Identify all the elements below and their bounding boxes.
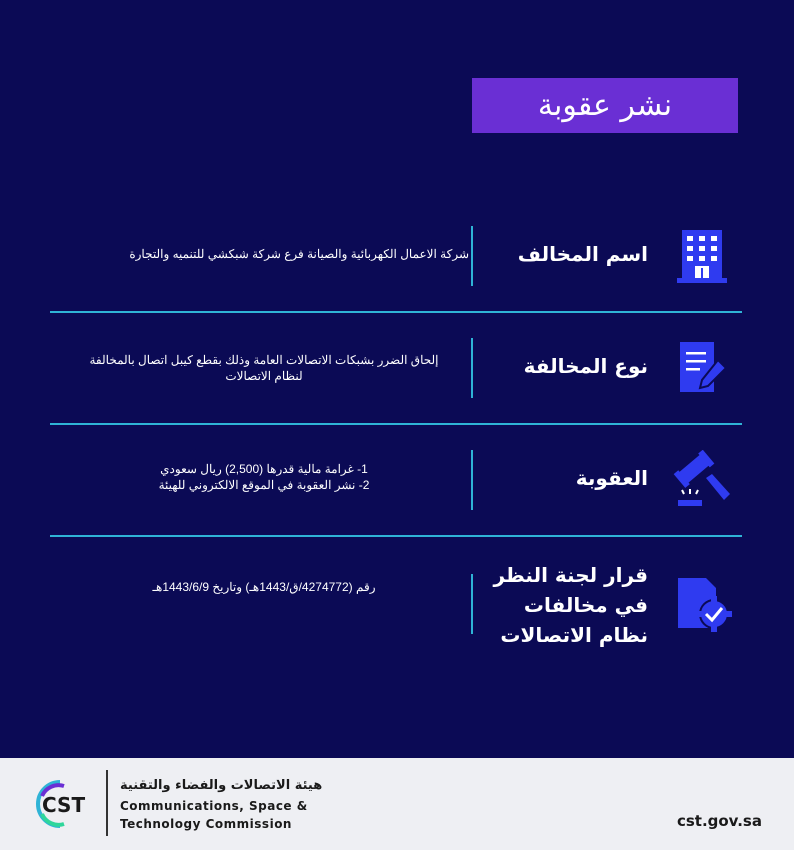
row-separator <box>50 423 742 425</box>
row-separator <box>50 535 742 537</box>
column-divider <box>471 338 473 398</box>
row-label: نوع المخالفة <box>523 354 648 378</box>
description-line: إلحاق الضرر بشبكات الاتصالات العامة وذلك بقطع كيبل اتصال بالمخالفة <box>89 353 439 367</box>
org-name-en-line: Technology Commission <box>120 817 292 831</box>
row-label-line: نظام الاتصالات <box>500 623 648 647</box>
description-line: لنظام الاتصالات <box>225 369 303 383</box>
row-separator <box>50 311 742 313</box>
row-label: اسم المخالف <box>517 242 648 266</box>
row-description <box>59 579 469 595</box>
page-title: نشر عقوبة <box>537 88 673 123</box>
building-icon <box>672 226 732 286</box>
row-description <box>59 461 469 493</box>
cst-logo <box>30 774 100 834</box>
row-label <box>493 560 648 650</box>
document-gear-check-icon <box>672 574 732 634</box>
gavel-icon <box>672 450 732 510</box>
document-pen-icon <box>672 338 732 398</box>
logo-text: CST <box>42 793 86 817</box>
description-line: شركة الاعمال الكهربائية والصيانة فرع شركة شبكشي للتنميه والتجارة <box>129 247 469 261</box>
column-divider <box>471 574 473 634</box>
column-divider <box>471 450 473 510</box>
row-label-line: في مخالفات <box>523 593 648 617</box>
row-description <box>59 246 469 262</box>
description-line: رقم (4274772/ق/1443هـ) وتاريخ 1443/6/9هـ <box>152 580 376 594</box>
website-link[interactable]: cst.gov.sa <box>676 812 762 830</box>
description-line: 1- غرامة مالية قدرها (2,500) ريال سعودي <box>160 462 368 476</box>
row-label: العقوبة <box>575 466 648 490</box>
org-name-en <box>120 797 308 833</box>
footer-divider <box>106 770 108 836</box>
title-banner <box>472 78 738 133</box>
org-name-ar: هيئة الاتصالات والفضاء والتقنية <box>120 778 323 793</box>
description-line: 2- نشر العقوبة في الموقع الالكتروني للهيئة <box>158 478 370 492</box>
org-name-en-line: Communications, Space & <box>120 799 308 813</box>
column-divider <box>471 226 473 286</box>
row-label-line: قرار لجنة النظر <box>493 563 648 587</box>
row-description <box>59 352 469 384</box>
